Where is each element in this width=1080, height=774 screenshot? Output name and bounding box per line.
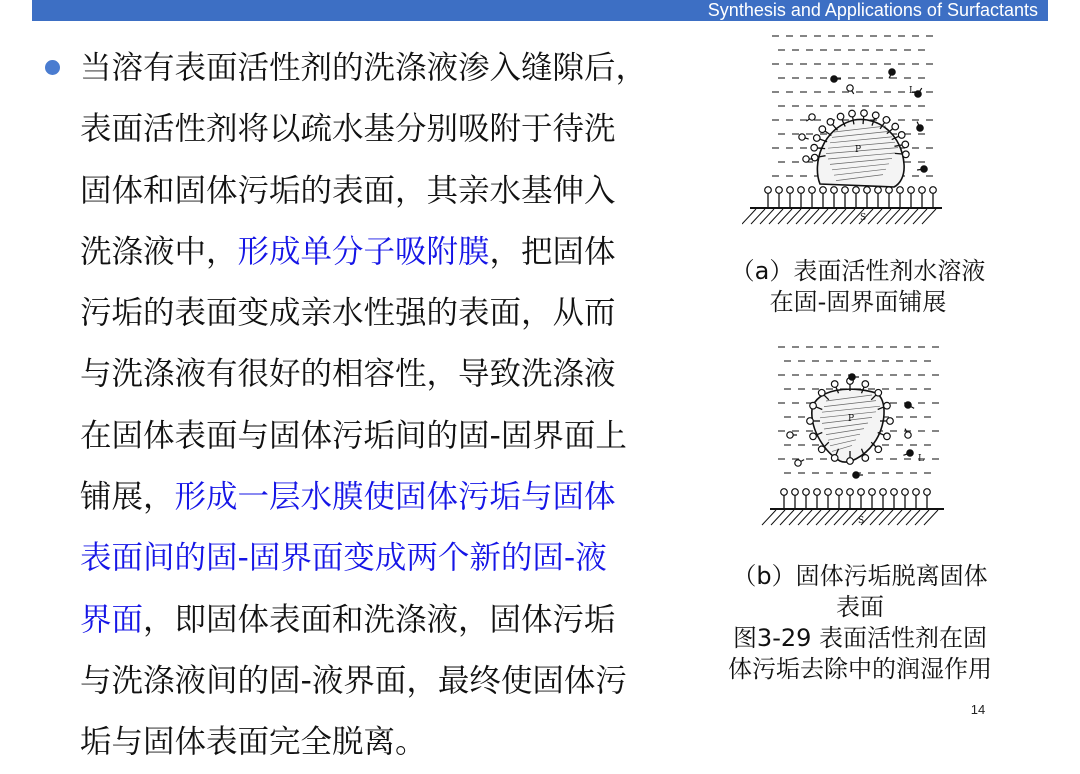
- hatch-line: [868, 209, 882, 224]
- paragraph-line: [80, 406, 695, 467]
- hatch-line: [879, 510, 893, 525]
- surfactant-head: [827, 119, 834, 126]
- hatch-line: [789, 510, 803, 525]
- surfactant-head: [836, 489, 843, 496]
- paragraph-line: [80, 222, 695, 283]
- hatch-line: [834, 510, 848, 525]
- label-particle: P: [855, 145, 862, 155]
- caption-b-line-2: 表面: [836, 593, 884, 621]
- hatch-line: [843, 510, 857, 525]
- surfactant-head: [853, 187, 860, 194]
- hatch-line: [825, 510, 839, 525]
- surfactant-head: [837, 113, 844, 120]
- hatch-line: [787, 209, 801, 224]
- hatch-line: [913, 209, 927, 224]
- hatch-line: [897, 510, 911, 525]
- caption-b-line-1: （b）固体污垢脱离固体: [732, 562, 988, 590]
- surfactant-head: [924, 489, 931, 496]
- hatch-line: [906, 510, 920, 525]
- surfactant-head: [819, 126, 826, 133]
- paragraph-line: [80, 344, 695, 405]
- paragraph-line: [80, 38, 695, 99]
- surfactant-head: [892, 123, 899, 130]
- free-surfactant: [831, 76, 837, 82]
- surfactant-head: [887, 418, 894, 425]
- surfactant-head: [862, 455, 869, 462]
- free-surfactant: [799, 134, 805, 140]
- hatch-line: [742, 209, 756, 224]
- hatch-line: [915, 510, 929, 525]
- hatch-line: [888, 510, 902, 525]
- surfactant-head: [811, 144, 818, 151]
- surfactant-head: [919, 187, 926, 194]
- body-text: 垢与固体表面完全脱离。: [80, 724, 427, 761]
- surfactant-head: [831, 455, 838, 462]
- surfactant-head: [831, 187, 838, 194]
- bullet-dot: [45, 60, 60, 75]
- surfactant-head: [847, 489, 854, 496]
- hatch-line: [924, 510, 938, 525]
- surfactant-head: [891, 489, 898, 496]
- surfactant-head: [869, 489, 876, 496]
- hatch-line: [751, 209, 765, 224]
- body-text: 与洗涤液间的固-液界面，最终使固体污: [80, 662, 627, 699]
- highlighted-text: 形成一层水膜使固体污垢与固体: [174, 479, 616, 516]
- hatch-line: [832, 209, 846, 224]
- hatch-line: [895, 209, 909, 224]
- surfactant-head: [842, 187, 849, 194]
- free-surfactant: [915, 91, 921, 97]
- slide-header-title: Synthesis and Applications of Surfactants: [707, 0, 1038, 20]
- figure-b-dirt-detached: [760, 335, 954, 545]
- surfactant-head: [930, 187, 937, 194]
- highlighted-text: 表面间的固-固界面变成两个新的固-液: [80, 540, 607, 577]
- surfactant-head: [884, 402, 891, 409]
- surfactant-head: [897, 187, 904, 194]
- free-surfactant: [907, 450, 913, 456]
- paragraph-line: [80, 528, 695, 589]
- paragraph-line: [80, 651, 695, 712]
- free-surfactant: [905, 402, 911, 408]
- surfactant-head: [864, 187, 871, 194]
- label-liquid: L: [909, 86, 915, 96]
- caption-a: [708, 256, 1008, 318]
- body-text: 表面活性剂将以疏水基分别吸附于待洗: [80, 111, 616, 148]
- paragraph-line: [80, 712, 695, 773]
- surfactant-head: [875, 446, 882, 453]
- surfactant-head: [858, 489, 865, 496]
- highlighted-text: 形成单分子吸附膜: [237, 233, 490, 270]
- paragraph-line: [80, 99, 695, 160]
- surfactant-head: [798, 187, 805, 194]
- surfactant-head: [807, 418, 814, 425]
- surfactant-head: [787, 187, 794, 194]
- caption-a-line-2: 在固-固界面铺展: [769, 288, 947, 316]
- body-text: 与洗涤液有很好的相容性，导致洗涤液: [80, 356, 616, 393]
- label-particle: P: [848, 414, 855, 424]
- body-text: 当溶有表面活性剂的洗涤液渗入缝隙后，: [80, 50, 648, 86]
- surfactant-head: [781, 489, 788, 496]
- surfactant-head: [820, 187, 827, 194]
- hatch-line: [814, 209, 828, 224]
- surfactant-head: [872, 112, 879, 119]
- free-surfactant: [917, 125, 923, 131]
- free-surfactant: [921, 166, 927, 172]
- free-surfactant: [853, 472, 859, 478]
- hatch-line: [769, 209, 783, 224]
- hatch-line: [760, 209, 774, 224]
- surfactant-head: [861, 110, 868, 117]
- surfactant-head: [875, 187, 882, 194]
- free-surfactant: [787, 432, 793, 438]
- label-solid: S: [860, 213, 867, 223]
- surfactant-head: [825, 489, 832, 496]
- body-text: 在固体表面与固体污垢间的固-固界面上: [80, 417, 627, 454]
- surfactant-head: [810, 402, 817, 409]
- surfactant-head: [776, 187, 783, 194]
- hatch-line: [841, 209, 855, 224]
- free-surfactant: [849, 374, 855, 380]
- free-surfactant: [809, 114, 815, 120]
- hatch-line: [922, 209, 936, 224]
- body-text: 固体和固体污垢的表面，其亲水基伸入: [80, 172, 616, 209]
- hatch-line: [798, 510, 812, 525]
- figure-a-surfactant-spreading: [742, 24, 954, 242]
- hatch-line: [886, 209, 900, 224]
- body-text: ，即固体表面和洗涤液，固体污垢: [143, 601, 616, 638]
- caption-a-line-1: （a）表面活性剂水溶液: [730, 257, 986, 285]
- surfactant-head: [884, 433, 891, 440]
- surfactant-head: [803, 489, 810, 496]
- surfactant-head: [898, 132, 905, 139]
- free-surfactant: [905, 432, 911, 438]
- surfactant-head: [831, 381, 838, 388]
- hatch-line: [762, 510, 776, 525]
- surfactant-head: [810, 433, 817, 440]
- figure-caption-line-1: 图3-29 表面活性剂在固: [732, 624, 988, 652]
- free-surfactant: [889, 69, 895, 75]
- surfactant-head: [903, 151, 910, 158]
- body-text: 铺展，: [80, 479, 175, 516]
- hatch-line: [778, 209, 792, 224]
- body-text: ，把固体: [489, 233, 616, 270]
- hatch-line: [807, 510, 821, 525]
- bullet-paragraph: [80, 38, 695, 774]
- hatch-line: [796, 209, 810, 224]
- free-surfactant: [795, 460, 801, 466]
- caption-b: [700, 561, 1020, 685]
- surfactant-head: [811, 154, 818, 161]
- surfactant-head: [818, 446, 825, 453]
- surfactant-head: [862, 381, 869, 388]
- paragraph-line: [80, 161, 695, 222]
- hatch-line: [904, 209, 918, 224]
- body-text: 洗涤液中，: [80, 233, 238, 270]
- surfactant-head: [849, 110, 856, 117]
- hatch-line: [870, 510, 884, 525]
- surfactant-head: [902, 141, 909, 148]
- surfactant-head: [875, 389, 882, 396]
- surfactant-head: [813, 135, 820, 142]
- surfactant-head: [880, 489, 887, 496]
- hatch-line: [877, 209, 891, 224]
- header-bar: [32, 0, 1048, 21]
- surfactant-head: [847, 458, 854, 465]
- label-liquid: L: [918, 454, 924, 464]
- page-number: 14: [970, 702, 986, 717]
- surfactant-head: [765, 187, 772, 194]
- surfactant-head: [913, 489, 920, 496]
- surfactant-head: [818, 389, 825, 396]
- free-surfactant: [847, 85, 853, 91]
- figure-caption-line-2: 体污垢去除中的润湿作用: [728, 655, 992, 683]
- label-solid: S: [858, 516, 865, 526]
- paragraph-line: [80, 590, 695, 651]
- paragraph-line: [80, 467, 695, 528]
- surfactant-head: [792, 489, 799, 496]
- highlighted-text: 界面: [80, 601, 144, 638]
- surfactant-head: [908, 187, 915, 194]
- hatch-line: [823, 209, 837, 224]
- hatch-line: [780, 510, 794, 525]
- free-surfactant: [803, 156, 809, 162]
- hatch-line: [771, 510, 785, 525]
- paragraph-line: [80, 283, 695, 344]
- hatch-line: [805, 209, 819, 224]
- surfactant-head: [809, 187, 816, 194]
- body-text: 污垢的表面变成亲水性强的表面，从而: [80, 295, 616, 332]
- surfactant-head: [883, 117, 890, 124]
- surfactant-head: [902, 489, 909, 496]
- hatch-line: [816, 510, 830, 525]
- surfactant-head: [814, 489, 821, 496]
